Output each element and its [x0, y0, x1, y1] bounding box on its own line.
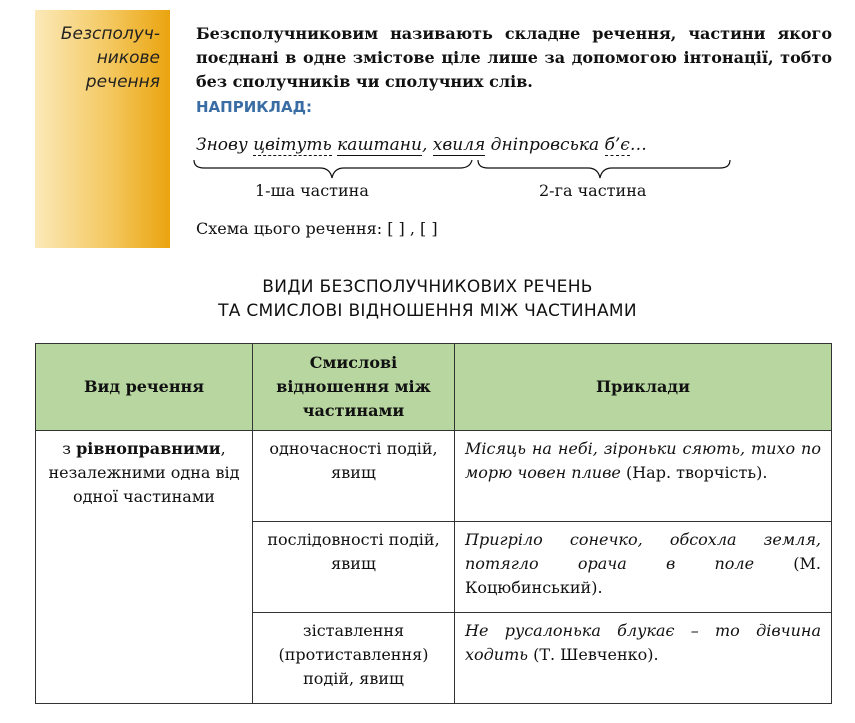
relation-text: зіставлення (протиставлення) подій, явищ — [278, 621, 429, 688]
example-subject: каштани — [337, 135, 422, 155]
example-comma: , — [421, 135, 433, 155]
example-sentence — [196, 135, 647, 155]
term-label: Безсполуч- никове речення — [60, 24, 160, 92]
part-braces — [190, 158, 750, 182]
example-quote: Місяць на небі, зіроньки сяють, тихо по морю човен пливе — [465, 439, 821, 482]
relation-cell — [253, 613, 455, 704]
relation-text: одночасності подій, явищ — [269, 439, 438, 482]
example-label: НАПРИКЛАД: — [196, 98, 312, 116]
kind-prefix: з — [62, 439, 77, 458]
example-source: (Нар. творчість). — [620, 463, 768, 482]
header-examples: Приклади — [455, 344, 832, 431]
example-ellipsis: … — [629, 135, 647, 155]
kind-bold: рівноправними — [76, 439, 221, 458]
relation-text: послідовності подій, явищ — [267, 530, 440, 573]
example-predicate-2: б’є — [604, 135, 630, 155]
example-cell — [455, 431, 832, 522]
example-source: (Т. Шевченко). — [527, 645, 659, 664]
table-row — [36, 431, 832, 522]
relation-cell — [253, 522, 455, 613]
section-heading-line1: ВИДИ БЕЗСПОЛУЧНИКОВИХ РЕЧЕНЬ — [262, 277, 593, 297]
sentence-types-table — [35, 343, 832, 704]
kind-suffix: , незалежними одна від одної частинами — [48, 439, 240, 506]
term-sidebar — [35, 10, 170, 248]
sentence-schema: Схема цього речення: [ ] , [ ] — [196, 219, 438, 238]
part-label-second: 2-га частина — [539, 181, 647, 200]
kind-cell — [36, 431, 253, 704]
section-heading-line2: ТА СМИСЛОВІ ВІДНОШЕННЯ МІЖ ЧАСТИНАМИ — [218, 301, 637, 321]
relation-cell — [253, 431, 455, 522]
example-source: (М. Коцюбинський). — [465, 554, 822, 597]
definition-text: Безсполучниковим називають складне речення, частини якого поєднані в одне змістове ціле лише за допомогою інтонації, тобто без сполучників чи сполучних слів. — [196, 24, 832, 91]
example-word: Знову — [196, 135, 254, 155]
brace-second-part — [478, 160, 730, 178]
table-header-row — [36, 344, 832, 431]
example-cell — [455, 522, 832, 613]
example-predicate: цвітуть — [253, 135, 332, 155]
part-label-first: 1-ша частина — [255, 181, 369, 200]
header-kind: Вид речення — [36, 344, 253, 431]
example-cell — [455, 613, 832, 704]
example-word-2: дніпровська — [485, 135, 605, 155]
example-quote: Пригріло сонечко, обсохла земля, потягло орача в поле — [465, 530, 821, 573]
brace-first-part — [194, 160, 472, 178]
header-relations: Смислові відношення між частинами — [253, 344, 455, 431]
example-subject-2: хвиля — [432, 135, 486, 155]
example-quote: Не русалонька блукає – то дівчина ходить — [465, 621, 821, 664]
